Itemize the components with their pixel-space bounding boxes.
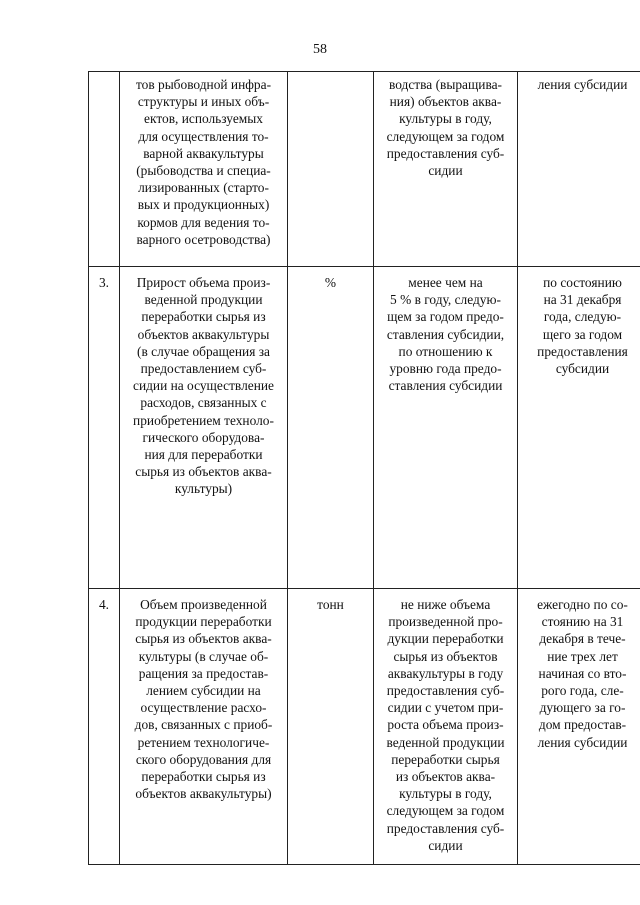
value-cell: водства (выращива- ния) объектов аква- культуры в году, следующем за годом предоставления суб- сидии (374, 72, 518, 267)
term-cell: ежегодно по со- стоянию на 31 декабря в тече- ние трех лет начиная со вто- рого года, сле- дующего за го- дом предостав- ления субсидии (518, 589, 640, 865)
unit-cell: тонн (288, 589, 374, 865)
indicator-name-cell: Прирост объема произ- веденной продукции переработки сырья из объектов аквакультуры (в случае обращения за предоставлением суб- сидии на осуществление расходов, связанных с приобретением техноло- гического оборудова- ния для переработки сырья из объектов аква- культуры) (120, 267, 288, 589)
table-row (89, 267, 640, 589)
term-cell: по состоянию на 31 декабря года, следую- щего за годом предоставления субсидии (518, 267, 640, 589)
row-number-cell: 3. (89, 267, 120, 589)
row-number-cell (89, 72, 120, 267)
row-number-cell: 4. (89, 589, 120, 865)
value-cell: не ниже объема произведенной про- дукции переработки сырья из объектов аквакультуры в году предоставления суб- сидии с учетом при- роста объема произ- веденной продукции переработки сырья из объектов аква- культуры в году, следующем за годом предоставления суб- сидии (374, 589, 518, 865)
table-row (89, 589, 640, 865)
table-row (89, 72, 640, 267)
indicator-name-cell: Объем произведенной продукции переработки сырья из объектов аква- культуры (в случае об- ращения за предостав- лением субсидии на осуществление расхо- дов, связанных с приоб- ретением технологиче- ского оборудования для переработки сырья из объектов аквакультуры) (120, 589, 288, 865)
unit-cell: % (288, 267, 374, 589)
indicators-table (88, 71, 640, 865)
page-number: 58 (313, 42, 327, 57)
term-cell: ления субсидии (518, 72, 640, 267)
indicator-name-cell: тов рыбоводной инфра- структуры и иных объ- ектов, используемых для осуществления то- варной аквакультуры (рыбоводства и специа- лизированных (старто- вых и продукционных) кормов для ведения то- варного осетроводства) (120, 72, 288, 267)
unit-cell (288, 72, 374, 267)
value-cell: менее чем на 5 % в году, следую- щем за годом предо- ставления субсидии, по отношению к уровню года предо- ставления субсидии (374, 267, 518, 589)
